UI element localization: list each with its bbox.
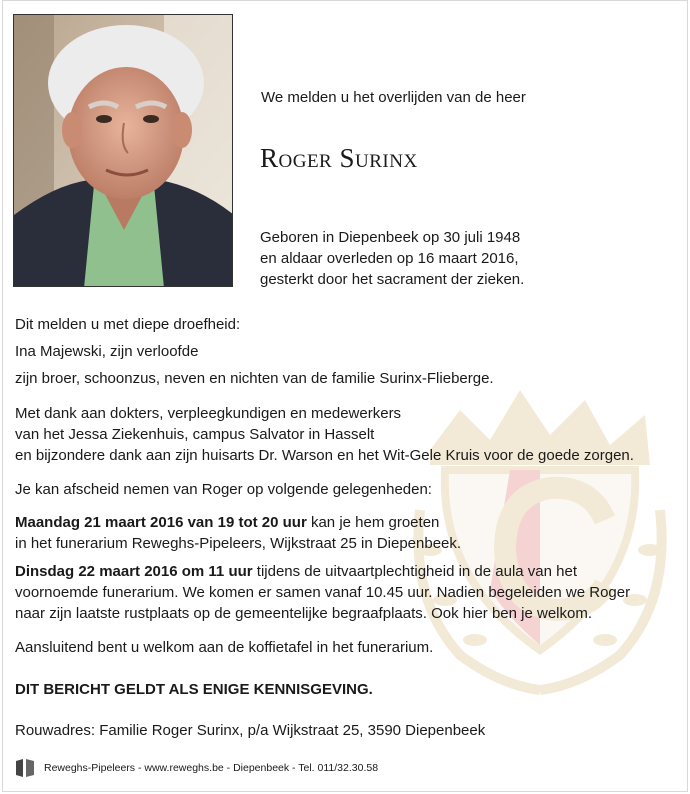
intro-text: We melden u het overlijden van de heer bbox=[261, 89, 526, 106]
birth-block bbox=[260, 227, 524, 290]
mourner-line: Ina Majewski, zijn verloofde bbox=[15, 343, 199, 360]
farewell-intro: Je kan afscheid nemen van Roger op volgende gelegenheden: bbox=[15, 481, 432, 498]
funeral-home-logo-icon bbox=[14, 757, 36, 779]
thanks-line: en bijzondere dank aan zijn huisarts Dr. Warson en het Wit-Gele Kruis voor de goede zorgen. bbox=[15, 447, 634, 464]
mourning-intro: Dit melden u met diepe droefheid: bbox=[15, 316, 241, 333]
funeral-line: voornoemde funerarium. We komen er samen vanaf 10.45 uur. Nadien begeleiden we Roger bbox=[15, 584, 631, 601]
footer bbox=[14, 756, 378, 780]
birth-line: Geboren in Diepenbeek op 30 juli 1948 bbox=[260, 229, 521, 246]
birth-line: en aldaar overleden op 16 maart 2016, bbox=[260, 250, 519, 267]
birth-line: gesterkt door het sacrament der zieken. bbox=[260, 271, 525, 288]
visit-line bbox=[15, 512, 461, 533]
funeral-datetime: Dinsdag 22 maart 2016 om 11 uur bbox=[15, 563, 253, 580]
funeral-line: naar zijn laatste rustplaats op de gemeentelijke begraafplaats. Ook hier ben je welkom. bbox=[15, 605, 592, 622]
funeral-block bbox=[15, 561, 630, 624]
mourning-address: Rouwadres: Familie Roger Surinx, p/a Wijkstraat 25, 3590 Diepenbeek bbox=[15, 722, 486, 739]
funeral-rest: tijdens de uitvaartplechtigheid in de aula van het bbox=[252, 563, 577, 580]
deceased-name: Roger Surinx bbox=[260, 143, 418, 173]
visit-line: in het funerarium Reweghs-Pipeleers, Wijkstraat 25 in Diepenbeek. bbox=[15, 535, 462, 552]
footer-text: Reweghs-Pipeleers - www.reweghs.be - Diepenbeek - Tel. 011/32.30.58 bbox=[44, 762, 379, 774]
thanks-line: Met dank aan dokters, verpleegkundigen en medewerkers bbox=[15, 405, 402, 422]
visit-rest: kan je hem groeten bbox=[306, 514, 440, 531]
visit-datetime: Maandag 21 maart 2016 van 19 tot 20 uur bbox=[15, 514, 307, 531]
coffee-text: Aansluitend bent u welkom aan de koffietafel in het funerarium. bbox=[15, 639, 434, 656]
funeral-line bbox=[15, 561, 630, 582]
visit-block bbox=[15, 512, 461, 554]
thanks-line: van het Jessa Ziekenhuis, campus Salvator in Hasselt bbox=[15, 426, 375, 443]
portrait-photo bbox=[13, 14, 233, 287]
notice-text: DIT BERICHT GELDT ALS ENIGE KENNISGEVING. bbox=[15, 681, 373, 698]
thanks-block bbox=[15, 403, 634, 466]
mourner-line: zijn broer, schoonzus, neven en nichten van de familie Surinx-Flieberge. bbox=[15, 370, 494, 387]
